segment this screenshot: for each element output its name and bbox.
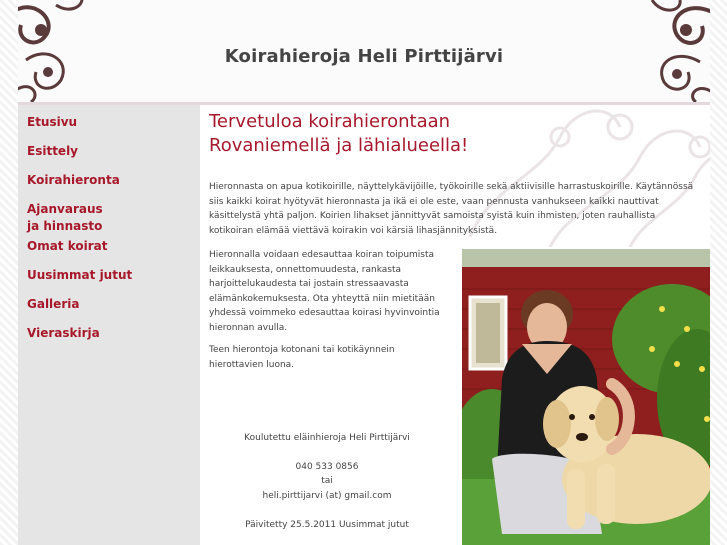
welcome-line-2: Rovaniemellä ja lähialueella! bbox=[209, 135, 469, 156]
photo-woman-with-dog bbox=[462, 249, 710, 545]
contact-email: heli.pirttijarvi (at) gmail.com bbox=[262, 491, 392, 501]
contact-or: tai bbox=[321, 476, 333, 486]
nav-item-ajanvaraus-ja-hinnasto[interactable]: Ajanvaraus ja hinnasto bbox=[27, 202, 103, 233]
nav-item-etusivu[interactable]: Etusivu bbox=[27, 115, 78, 129]
nav-item-koirahieronta[interactable]: Koirahieronta bbox=[27, 173, 120, 187]
updated-note: Päivitetty 25.5.2011 Uusimmat jutut bbox=[245, 520, 409, 530]
page bbox=[18, 0, 710, 545]
main-content bbox=[200, 105, 710, 545]
nav-item-uusimmat-jutut[interactable]: Uusimmat jutut bbox=[27, 268, 133, 282]
welcome-heading bbox=[209, 110, 509, 158]
nav-item-omat-koirat[interactable]: Omat koirat bbox=[27, 239, 108, 253]
welcome-line-1: Tervetuloa koirahierontaan bbox=[209, 111, 451, 132]
benefits-paragraph: Hieronnalla voidaan edesauttaa koiran toipumista leikkauksesta, onnettomuudesta, rankasta harjoittelukaudesta tai jostain stressaavasta elämänkokemuksesta. Ota yhteyttä niin mietitään yhdessä voimmeko edesauttaa koirasi hyvinvointia hieronnan avulla. bbox=[209, 250, 440, 333]
location-paragraph: Teen hierontoja kotonani tai kotikäynnein hierottavien luona. bbox=[209, 345, 395, 370]
contact-title: Koulutettu eläinhieroja Heli Pirttijärvi bbox=[244, 433, 410, 443]
contact-phone: 040 533 0856 bbox=[295, 462, 359, 472]
sidebar-nav bbox=[18, 105, 200, 545]
site-title: Koirahieroja Heli Pirttijärvi bbox=[224, 46, 504, 67]
header-banner bbox=[18, 0, 710, 105]
nav-item-esittely[interactable]: Esittely bbox=[27, 144, 78, 158]
intro-paragraph: Hieronnasta on apua kotikoirille, näyttelykävijöille, työkoirille sekä aktiivisille harrastuskoirille. Käytännössä siis kaikki koirat hyötyvät hieronnasta ja ikä ei ole este, vaan pennusta vanhukseen kaikki nauttivat käsittelystä yhtä paljon. Koirien lihakset jännittyvät samoista syistä kuin ihmisten, joten rauhallista kotikoiran elämää viettävä koirakin voi kärsiä lihasjännityksistä. bbox=[209, 182, 694, 236]
nav-item-vieraskirja[interactable]: Vieraskirja bbox=[27, 326, 100, 340]
nav-item-galleria[interactable]: Galleria bbox=[27, 297, 80, 311]
